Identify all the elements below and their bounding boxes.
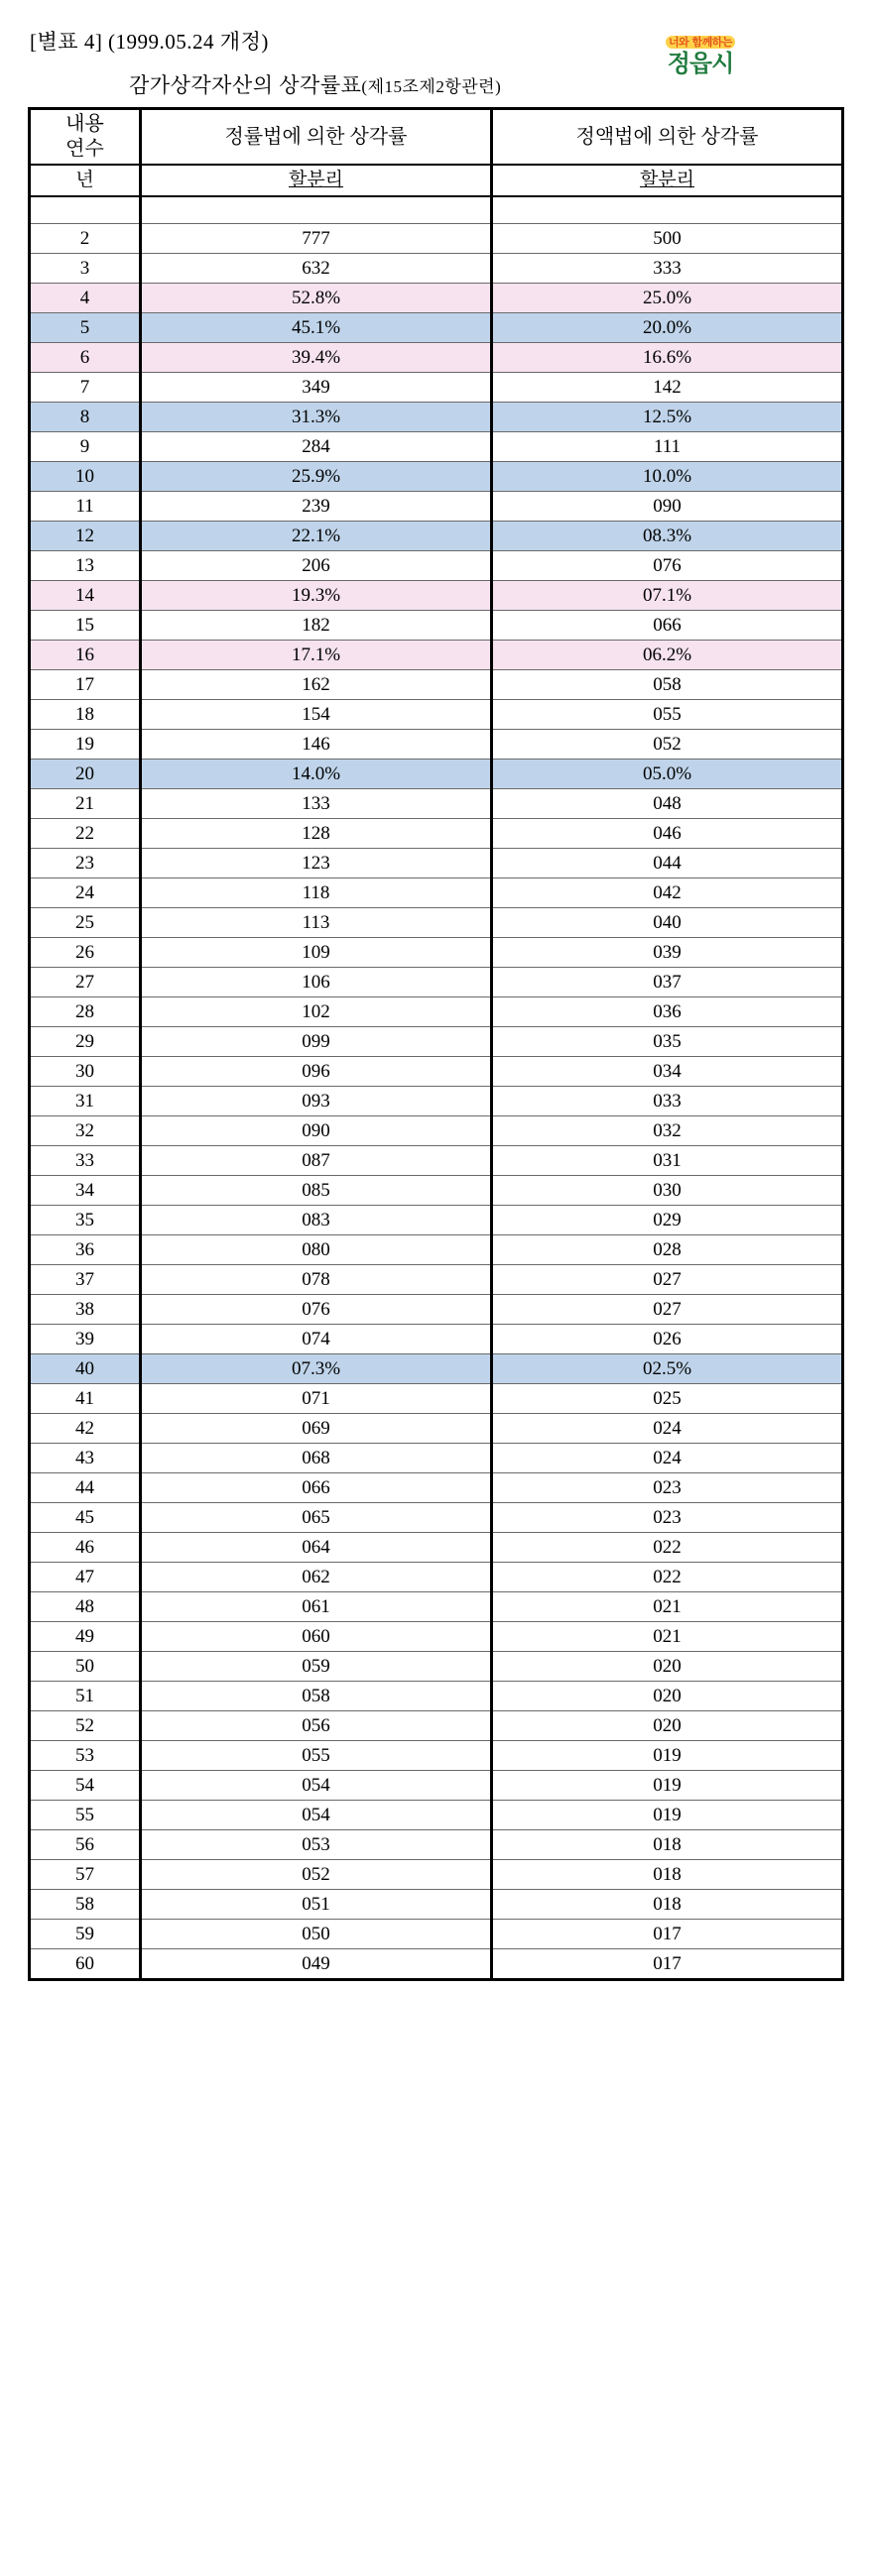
cell-declining-rate: 07.3% — [141, 1354, 492, 1384]
cell-straight-rate: 025 — [492, 1384, 843, 1414]
page-title-text: 감가상각자산의 상각률표 — [129, 73, 362, 97]
cell-year: 55 — [30, 1801, 141, 1830]
cell-straight-rate: 111 — [492, 432, 843, 462]
cell-year: 28 — [30, 997, 141, 1027]
table-row — [30, 1265, 843, 1295]
cell-year: 21 — [30, 789, 141, 819]
cell-year: 47 — [30, 1563, 141, 1592]
cell-straight-rate: 018 — [492, 1830, 843, 1860]
table-blank-row — [30, 196, 843, 224]
cell-declining-rate: 14.0% — [141, 760, 492, 789]
table-row — [30, 492, 843, 522]
table-row — [30, 1176, 843, 1206]
cell-declining-rate: 062 — [141, 1563, 492, 1592]
cell-year: 3 — [30, 254, 141, 284]
table-row — [30, 1087, 843, 1116]
cell-straight-rate: 039 — [492, 938, 843, 968]
cell-straight-rate: 027 — [492, 1295, 843, 1325]
document-page — [0, 26, 872, 2576]
cell-straight-rate: 021 — [492, 1622, 843, 1652]
cell-year: 35 — [30, 1206, 141, 1235]
cell-year: 18 — [30, 700, 141, 730]
cell-declining-rate: 076 — [141, 1295, 492, 1325]
blank-cell-straight — [492, 196, 843, 224]
cell-year: 6 — [30, 343, 141, 373]
cell-declining-rate: 133 — [141, 789, 492, 819]
cell-straight-rate: 25.0% — [492, 284, 843, 313]
cell-declining-rate: 206 — [141, 551, 492, 581]
table-row — [30, 611, 843, 641]
cell-declining-rate: 066 — [141, 1473, 492, 1503]
cell-declining-rate: 777 — [141, 224, 492, 254]
cell-year: 12 — [30, 522, 141, 551]
header-cell-year — [30, 109, 141, 166]
table-row — [30, 700, 843, 730]
cell-declining-rate: 053 — [141, 1830, 492, 1860]
table-row — [30, 284, 843, 313]
cell-declining-rate: 090 — [141, 1116, 492, 1146]
cell-straight-rate: 018 — [492, 1890, 843, 1920]
table-row — [30, 1027, 843, 1057]
cell-year: 59 — [30, 1920, 141, 1949]
cell-declining-rate: 074 — [141, 1325, 492, 1354]
cell-straight-rate: 037 — [492, 968, 843, 997]
table-row — [30, 641, 843, 670]
cell-declining-rate: 182 — [141, 611, 492, 641]
table-row — [30, 224, 843, 254]
cell-year: 51 — [30, 1682, 141, 1711]
cell-year: 22 — [30, 819, 141, 849]
cell-straight-rate: 076 — [492, 551, 843, 581]
cell-year: 37 — [30, 1265, 141, 1295]
cell-declining-rate: 25.9% — [141, 462, 492, 492]
cell-declining-rate: 071 — [141, 1384, 492, 1414]
table-row — [30, 1057, 843, 1087]
cell-straight-rate: 035 — [492, 1027, 843, 1057]
cell-year: 41 — [30, 1384, 141, 1414]
cell-year: 2 — [30, 224, 141, 254]
cell-declining-rate: 064 — [141, 1533, 492, 1563]
table-row — [30, 1860, 843, 1890]
table-row — [30, 1622, 843, 1652]
cell-straight-rate: 022 — [492, 1533, 843, 1563]
cell-declining-rate: 078 — [141, 1265, 492, 1295]
table-row — [30, 1384, 843, 1414]
cell-year: 5 — [30, 313, 141, 343]
cell-year: 26 — [30, 938, 141, 968]
cell-declining-rate: 061 — [141, 1592, 492, 1622]
cell-declining-rate: 239 — [141, 492, 492, 522]
table-row — [30, 432, 843, 462]
cell-year: 7 — [30, 373, 141, 403]
table-row — [30, 1652, 843, 1682]
cell-straight-rate: 020 — [492, 1652, 843, 1682]
cell-year: 27 — [30, 968, 141, 997]
cell-declining-rate: 632 — [141, 254, 492, 284]
cell-year: 40 — [30, 1354, 141, 1384]
cell-declining-rate: 093 — [141, 1087, 492, 1116]
cell-year: 4 — [30, 284, 141, 313]
cell-declining-rate: 054 — [141, 1801, 492, 1830]
cell-year: 36 — [30, 1235, 141, 1265]
cell-straight-rate: 027 — [492, 1265, 843, 1295]
cell-declining-rate: 123 — [141, 849, 492, 878]
cell-year: 57 — [30, 1860, 141, 1890]
table-row — [30, 462, 843, 492]
cell-declining-rate: 050 — [141, 1920, 492, 1949]
table-row — [30, 1146, 843, 1176]
cell-year: 19 — [30, 730, 141, 760]
table-row — [30, 1206, 843, 1235]
cell-declining-rate: 085 — [141, 1176, 492, 1206]
cell-year: 46 — [30, 1533, 141, 1563]
table-row — [30, 1830, 843, 1860]
cell-year: 8 — [30, 403, 141, 432]
cell-year: 24 — [30, 878, 141, 908]
page-title — [129, 69, 501, 99]
cell-straight-rate: 024 — [492, 1444, 843, 1473]
cell-straight-rate: 058 — [492, 670, 843, 700]
cell-year: 50 — [30, 1652, 141, 1682]
cell-declining-rate: 349 — [141, 373, 492, 403]
cell-declining-rate: 106 — [141, 968, 492, 997]
cell-declining-rate: 096 — [141, 1057, 492, 1087]
cell-declining-rate: 31.3% — [141, 403, 492, 432]
table-row — [30, 1325, 843, 1354]
table-row — [30, 581, 843, 611]
cell-year: 34 — [30, 1176, 141, 1206]
cell-declining-rate: 087 — [141, 1146, 492, 1176]
table-row — [30, 343, 843, 373]
cell-year: 48 — [30, 1592, 141, 1622]
table-row — [30, 819, 843, 849]
cell-straight-rate: 090 — [492, 492, 843, 522]
table-row — [30, 1920, 843, 1949]
cell-year: 49 — [30, 1622, 141, 1652]
table-row — [30, 1533, 843, 1563]
cell-straight-rate: 017 — [492, 1920, 843, 1949]
city-logo — [643, 34, 758, 93]
cell-year: 42 — [30, 1414, 141, 1444]
cell-year: 15 — [30, 611, 141, 641]
table-row — [30, 730, 843, 760]
cell-declining-rate: 113 — [141, 908, 492, 938]
table-row — [30, 551, 843, 581]
cell-straight-rate: 022 — [492, 1563, 843, 1592]
cell-year: 30 — [30, 1057, 141, 1087]
cell-year: 43 — [30, 1444, 141, 1473]
cell-straight-rate: 036 — [492, 997, 843, 1027]
cell-declining-rate: 069 — [141, 1414, 492, 1444]
cell-straight-rate: 017 — [492, 1949, 843, 1980]
header-note: [별표 4] (1999.05.24 개정) — [30, 30, 269, 54]
cell-year: 33 — [30, 1146, 141, 1176]
cell-straight-rate: 042 — [492, 878, 843, 908]
table-row — [30, 1444, 843, 1473]
header-year-line1: 내용 — [65, 113, 104, 135]
subheader-cell-declining: 할분리 — [141, 165, 492, 196]
blank-cell-year — [30, 196, 141, 224]
cell-straight-rate: 033 — [492, 1087, 843, 1116]
cell-year: 60 — [30, 1949, 141, 1980]
cell-straight-rate: 019 — [492, 1771, 843, 1801]
table-row — [30, 908, 843, 938]
cell-year: 38 — [30, 1295, 141, 1325]
cell-year: 54 — [30, 1771, 141, 1801]
table-row — [30, 968, 843, 997]
header-cell-straight: 정액법에 의한 상각률 — [492, 109, 843, 166]
table-row — [30, 1235, 843, 1265]
cell-straight-rate: 08.3% — [492, 522, 843, 551]
table-row — [30, 522, 843, 551]
cell-year: 32 — [30, 1116, 141, 1146]
table-row — [30, 1116, 843, 1146]
cell-straight-rate: 028 — [492, 1235, 843, 1265]
cell-year: 58 — [30, 1890, 141, 1920]
cell-year: 25 — [30, 908, 141, 938]
header-cell-declining: 정률법에 의한 상각률 — [141, 109, 492, 166]
cell-straight-rate: 023 — [492, 1503, 843, 1533]
cell-declining-rate: 19.3% — [141, 581, 492, 611]
cell-year: 56 — [30, 1830, 141, 1860]
cell-straight-rate: 032 — [492, 1116, 843, 1146]
table-row — [30, 1682, 843, 1711]
table-row — [30, 1473, 843, 1503]
cell-year: 23 — [30, 849, 141, 878]
table-row — [30, 1503, 843, 1533]
table-row — [30, 670, 843, 700]
subheader-cell-year: 년 — [30, 165, 141, 196]
table-row — [30, 1949, 843, 1980]
cell-year: 11 — [30, 492, 141, 522]
cell-declining-rate: 128 — [141, 819, 492, 849]
table-row — [30, 313, 843, 343]
cell-declining-rate: 060 — [141, 1622, 492, 1652]
cell-declining-rate: 049 — [141, 1949, 492, 1980]
table-row — [30, 1771, 843, 1801]
cell-declining-rate: 055 — [141, 1741, 492, 1771]
cell-straight-rate: 019 — [492, 1801, 843, 1830]
cell-straight-rate: 10.0% — [492, 462, 843, 492]
cell-straight-rate: 12.5% — [492, 403, 843, 432]
cell-year: 29 — [30, 1027, 141, 1057]
cell-straight-rate: 018 — [492, 1860, 843, 1890]
cell-straight-rate: 142 — [492, 373, 843, 403]
cell-year: 44 — [30, 1473, 141, 1503]
table-row — [30, 1741, 843, 1771]
cell-straight-rate: 07.1% — [492, 581, 843, 611]
cell-straight-rate: 20.0% — [492, 313, 843, 343]
cell-declining-rate: 059 — [141, 1652, 492, 1682]
cell-declining-rate: 146 — [141, 730, 492, 760]
cell-straight-rate: 021 — [492, 1592, 843, 1622]
cell-straight-rate: 05.0% — [492, 760, 843, 789]
cell-straight-rate: 030 — [492, 1176, 843, 1206]
cell-declining-rate: 054 — [141, 1771, 492, 1801]
cell-year: 10 — [30, 462, 141, 492]
table-row — [30, 373, 843, 403]
cell-year: 13 — [30, 551, 141, 581]
cell-declining-rate: 45.1% — [141, 313, 492, 343]
table-row — [30, 1295, 843, 1325]
cell-year: 16 — [30, 641, 141, 670]
cell-straight-rate: 020 — [492, 1682, 843, 1711]
subheader-cell-straight: 할분리 — [492, 165, 843, 196]
table-row — [30, 1414, 843, 1444]
cell-straight-rate: 500 — [492, 224, 843, 254]
cell-straight-rate: 044 — [492, 849, 843, 878]
cell-straight-rate: 031 — [492, 1146, 843, 1176]
table-row — [30, 403, 843, 432]
cell-straight-rate: 046 — [492, 819, 843, 849]
table-row — [30, 849, 843, 878]
cell-straight-rate: 06.2% — [492, 641, 843, 670]
table-row — [30, 1890, 843, 1920]
cell-declining-rate: 102 — [141, 997, 492, 1027]
cell-declining-rate: 065 — [141, 1503, 492, 1533]
table-row — [30, 997, 843, 1027]
table-row — [30, 254, 843, 284]
cell-straight-rate: 029 — [492, 1206, 843, 1235]
cell-straight-rate: 019 — [492, 1741, 843, 1771]
cell-declining-rate: 080 — [141, 1235, 492, 1265]
cell-straight-rate: 040 — [492, 908, 843, 938]
cell-declining-rate: 056 — [141, 1711, 492, 1741]
cell-straight-rate: 024 — [492, 1414, 843, 1444]
page-title-reference: (제15조제2항관련) — [361, 77, 502, 96]
table-row — [30, 878, 843, 908]
cell-year: 20 — [30, 760, 141, 789]
cell-year: 31 — [30, 1087, 141, 1116]
table-row — [30, 1354, 843, 1384]
cell-declining-rate: 39.4% — [141, 343, 492, 373]
table-row — [30, 789, 843, 819]
table-row — [30, 938, 843, 968]
cell-year: 45 — [30, 1503, 141, 1533]
cell-straight-rate: 023 — [492, 1473, 843, 1503]
cell-straight-rate: 020 — [492, 1711, 843, 1741]
cell-straight-rate: 048 — [492, 789, 843, 819]
cell-straight-rate: 16.6% — [492, 343, 843, 373]
cell-declining-rate: 118 — [141, 878, 492, 908]
depreciation-rate-table — [28, 107, 844, 1981]
cell-year: 39 — [30, 1325, 141, 1354]
header-year-line2: 연수 — [65, 138, 104, 160]
cell-declining-rate: 068 — [141, 1444, 492, 1473]
cell-straight-rate: 026 — [492, 1325, 843, 1354]
cell-declining-rate: 099 — [141, 1027, 492, 1057]
cell-straight-rate: 02.5% — [492, 1354, 843, 1384]
cell-straight-rate: 052 — [492, 730, 843, 760]
logo-tagline: 너와 함께하는 — [666, 36, 735, 49]
cell-straight-rate: 066 — [492, 611, 843, 641]
logo-name: 정읍시 — [667, 50, 734, 77]
cell-declining-rate: 052 — [141, 1860, 492, 1890]
cell-year: 53 — [30, 1741, 141, 1771]
cell-year: 14 — [30, 581, 141, 611]
cell-declining-rate: 52.8% — [141, 284, 492, 313]
cell-straight-rate: 333 — [492, 254, 843, 284]
blank-cell-declining — [141, 196, 492, 224]
cell-declining-rate: 083 — [141, 1206, 492, 1235]
cell-declining-rate: 154 — [141, 700, 492, 730]
cell-year: 9 — [30, 432, 141, 462]
cell-declining-rate: 284 — [141, 432, 492, 462]
cell-straight-rate: 034 — [492, 1057, 843, 1087]
cell-declining-rate: 109 — [141, 938, 492, 968]
cell-declining-rate: 058 — [141, 1682, 492, 1711]
table-subheader-row — [30, 165, 843, 196]
cell-year: 17 — [30, 670, 141, 700]
cell-declining-rate: 17.1% — [141, 641, 492, 670]
table-row — [30, 1592, 843, 1622]
table-row — [30, 1711, 843, 1741]
table-row — [30, 1801, 843, 1830]
cell-declining-rate: 162 — [141, 670, 492, 700]
table-row — [30, 760, 843, 789]
cell-declining-rate: 051 — [141, 1890, 492, 1920]
cell-year: 52 — [30, 1711, 141, 1741]
table-header-row — [30, 109, 843, 166]
cell-straight-rate: 055 — [492, 700, 843, 730]
table-row — [30, 1563, 843, 1592]
cell-declining-rate: 22.1% — [141, 522, 492, 551]
